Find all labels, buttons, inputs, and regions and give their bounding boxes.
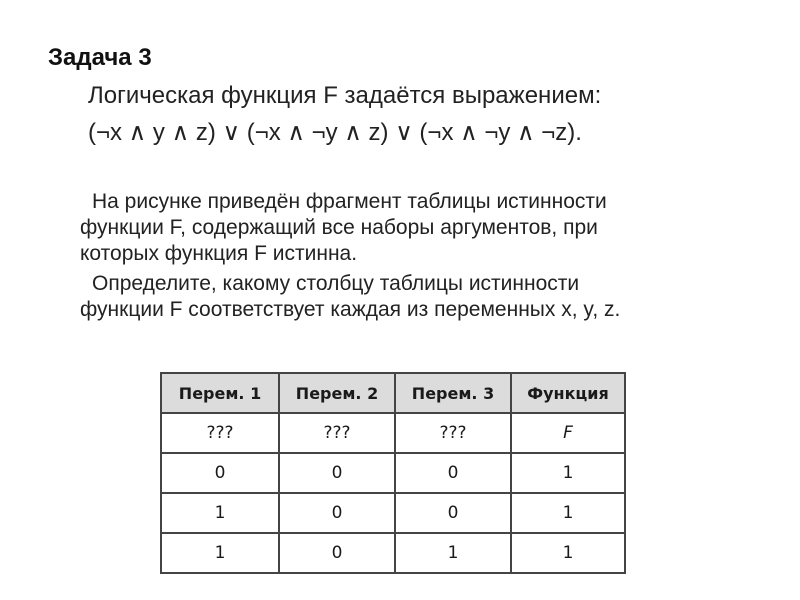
table-cell: 1 (511, 533, 625, 573)
table-cell: 1 (395, 533, 511, 573)
paragraph-line: На рисунке приведён фрагмент таблицы истинности (92, 190, 607, 213)
paragraph-line: которых функция F истинна. (80, 242, 358, 265)
table-cell: ??? (279, 413, 395, 453)
task-intro-line: Логическая функция F задаётся выражением: (88, 82, 602, 109)
table-cell: 0 (395, 493, 511, 533)
column-header: Перем. 2 (279, 373, 395, 413)
paragraph-fragment-description (80, 189, 607, 267)
column-header: Перем. 3 (395, 373, 511, 413)
task-title: Задача 3 (48, 44, 152, 71)
paragraph-line: функции F соответствует каждая из переменных x, y, z. (80, 298, 621, 321)
table-cell: 1 (161, 493, 279, 533)
table-row (161, 413, 625, 453)
paragraph-question (80, 271, 620, 323)
table-row (161, 493, 625, 533)
table-cell: 0 (161, 453, 279, 493)
paragraph-line: Определите, какому столбцу таблицы истинности (92, 272, 580, 295)
paragraph-line: функции F, содержащий все наборы аргументов, при (80, 216, 598, 239)
column-header: Перем. 1 (161, 373, 279, 413)
table-cell: 0 (279, 533, 395, 573)
table-cell: ??? (161, 413, 279, 453)
table-cell: 1 (161, 533, 279, 573)
table-header-row (161, 373, 625, 413)
table-cell: 1 (511, 493, 625, 533)
table-cell: ??? (395, 413, 511, 453)
table-row (161, 453, 625, 493)
truth-table (160, 372, 626, 574)
table-row (161, 533, 625, 573)
table-cell: 0 (395, 453, 511, 493)
table-cell: F (511, 413, 625, 453)
logic-expression: (¬x ∧ y ∧ z) ∨ (¬x ∧ ¬y ∧ z) ∨ (¬x ∧ ¬y ∧ ¬z). (88, 119, 582, 146)
table-cell: 0 (279, 453, 395, 493)
table-cell: 1 (511, 453, 625, 493)
table-cell: 0 (279, 493, 395, 533)
column-header: Функция (511, 373, 625, 413)
